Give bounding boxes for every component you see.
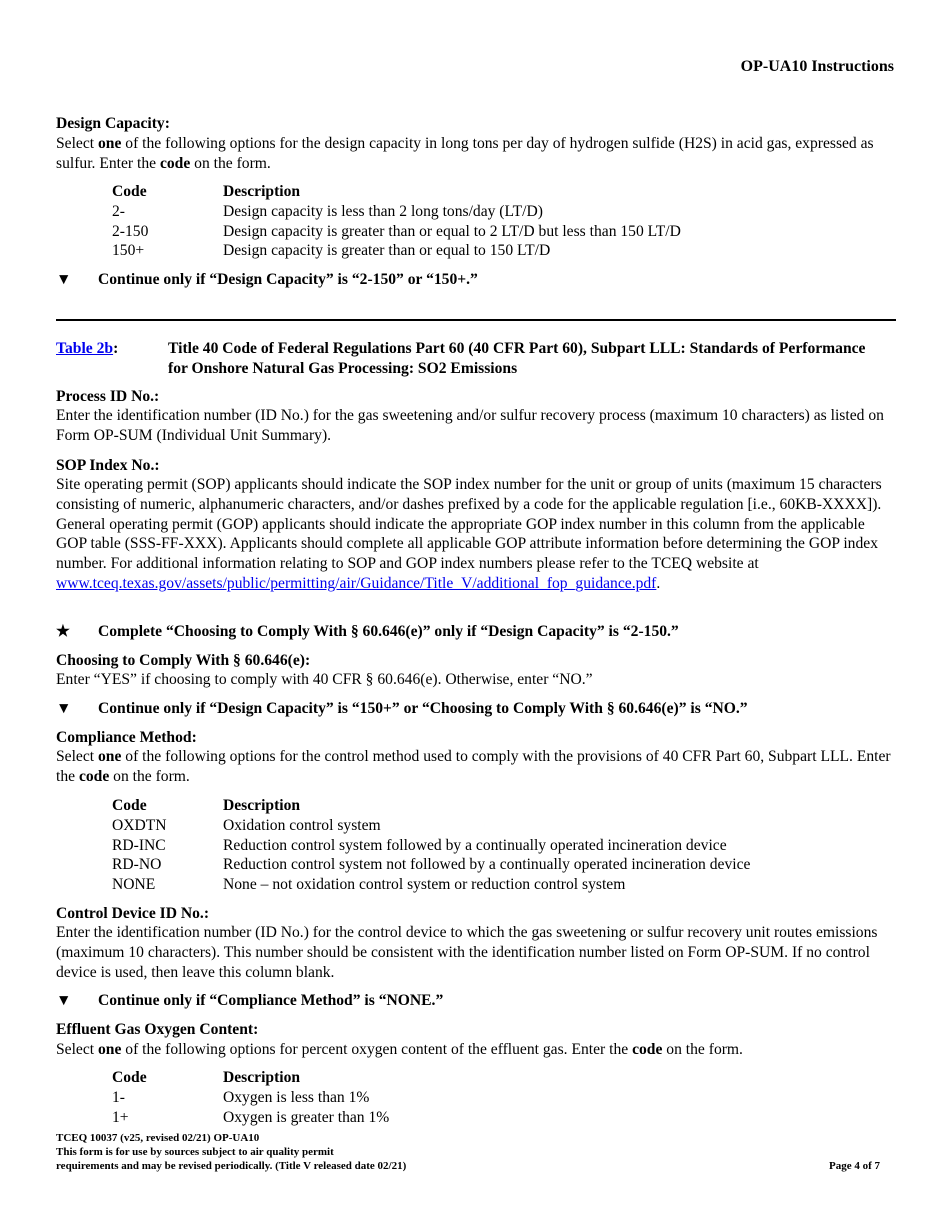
design-capacity-heading: Design Capacity: <box>56 115 170 132</box>
description-cell: None – not oxidation control system or reduction control system <box>223 876 626 894</box>
footer-revision-line: requirements and may be revised periodically. (Title V released date 02/21) <box>56 1160 407 1172</box>
code-cell: NONE <box>112 876 156 894</box>
table-row <box>112 202 681 222</box>
page-number: Page 4 of 7 <box>828 1160 880 1172</box>
process-id-heading: Process ID No.: <box>56 388 160 405</box>
effluent-oxygen-heading: Effluent Gas Oxygen Content: <box>56 1021 259 1038</box>
description-cell: Design capacity is greater than or equal to 2 LT/D but less than 150 LT/D <box>223 222 681 240</box>
table-row <box>112 855 750 875</box>
code-cell: 1- <box>112 1088 125 1106</box>
effluent-oxygen-code-table <box>112 1068 389 1127</box>
description-cell: Reduction control system not followed by a continually operated incineration device <box>223 856 751 874</box>
description-cell: Oxygen is greater than 1% <box>223 1108 390 1126</box>
section-divider <box>56 319 896 321</box>
description-column-header: Description <box>223 797 301 814</box>
table-row <box>112 1088 389 1108</box>
table-row <box>112 875 750 895</box>
table-row <box>112 816 750 836</box>
design-capacity-instructions: Select one of the following options for the design capacity in long tons per day of hydrogen sulfide (H2S) in acid gas, expressed as sulfur. Enter the code on the form. <box>56 135 874 172</box>
process-id-text: Enter the identification number (ID No.) for the gas sweetening and/or sulfur recovery process (maximum 10 characters) as listed on Form OP-SUM (Individual Unit Summary). <box>56 407 884 444</box>
down-triangle-icon: ▼ <box>56 271 72 288</box>
code-cell: 1+ <box>112 1108 129 1126</box>
code-column-header: Code <box>112 797 147 814</box>
control-device-text: Enter the identification number (ID No.) for the control device to which the gas sweetening or sulfur recovery unit routes emissions (maximum 10 characters). This number should be consistent with the identification number listed on Form OP-SUM. If no control device is used, then leave this column blank. <box>56 924 878 981</box>
code-cell: OXDTN <box>112 816 167 834</box>
down-triangle-icon: ▼ <box>56 992 72 1009</box>
tceq-guidance-link[interactable]: www.tceq.texas.gov/assets/public/permitting/air/Guidance/Title_V/additional_fop_guidance.pdf <box>56 574 657 592</box>
choosing-to-comply-heading: Choosing to Comply With § 60.646(e): <box>56 652 311 669</box>
compliance-method-instructions: Select one of the following options for the control method used to comply with the provisions of 40 CFR Part 60, Subpart LLL. Enter the code on the form. <box>56 748 891 785</box>
table-row <box>112 1108 389 1128</box>
table-2b-link[interactable]: Table 2b <box>56 340 114 357</box>
code-cell: RD-NO <box>112 856 162 874</box>
compliance-method-heading: Compliance Method: <box>56 729 197 746</box>
continue-note-choosing: ▼ Continue only if “Design Capacity” is “150+” or “Choosing to Comply With § 60.646(e)” is “NO.” <box>56 700 748 717</box>
description-cell: Design capacity is less than 2 long tons/day (LT/D) <box>223 202 543 220</box>
complete-note-choosing: ★ Complete “Choosing to Comply With § 60.646(e)” only if “Design Capacity” is “2-150.” <box>56 623 679 640</box>
code-cell: 150+ <box>112 242 145 260</box>
table-row <box>112 836 750 856</box>
description-column-header: Description <box>223 183 301 200</box>
effluent-oxygen-instructions: Select one of the following options for percent oxygen content of the effluent gas. Enter the code on the form. <box>56 1041 743 1058</box>
table-2b-title: Title 40 Code of Federal Regulations Part 60 (40 CFR Part 60), Subpart LLL: Standards of Performance for Onshore Natural Gas Processing: SO2 Emissions <box>168 340 866 377</box>
description-cell: Oxygen is less than 1% <box>223 1088 370 1106</box>
description-cell: Reduction control system followed by a continually operated incineration device <box>223 836 727 854</box>
code-cell: RD-INC <box>112 836 166 854</box>
continue-note-design-capacity: ▼ Continue only if “Design Capacity” is “2-150” or “150+.” <box>56 271 478 288</box>
table-row <box>112 222 681 242</box>
code-column-header: Code <box>112 183 147 200</box>
control-device-heading: Control Device ID No.: <box>56 905 210 922</box>
code-cell: 2- <box>112 202 125 220</box>
footer-usage-line: This form is for use by sources subject to air quality permit <box>56 1146 334 1158</box>
design-capacity-code-table <box>112 182 681 261</box>
star-icon: ★ <box>56 623 70 640</box>
table-row <box>112 241 681 261</box>
choosing-to-comply-text: Enter “YES” if choosing to comply with 40 CFR § 60.646(e). Otherwise, enter “NO.” <box>56 671 593 688</box>
sop-index-text: Site operating permit (SOP) applicants should indicate the SOP index number for the unit or group of units (maximum 15 characters consisting of numeric, alphanumeric characters, and/or dashes prefixed by a code for the applicable regulation [i.e., 60KB-XXXX]). General operating permit (GOP) applicants should indicate the appropriate GOP index number in this column from the applicable GOP table (SSS-FF-XXX). Applicants should complete all applicable GOP attribute information before determining the GOP index number. For additional information relating to SOP and GOP index numbers please refer to the TCEQ website at www.tceq.texas.gov/assets/public/permitting/air/Guidance/Title_V/additional_fop_guidance.pdf. <box>56 476 882 592</box>
description-cell: Oxidation control system <box>223 816 381 834</box>
code-column-header: Code <box>112 1069 147 1086</box>
compliance-method-code-table <box>112 796 750 895</box>
sop-index-heading: SOP Index No.: <box>56 457 160 474</box>
page-header-title: OP-UA10 Instructions <box>740 58 894 75</box>
down-triangle-icon: ▼ <box>56 700 72 717</box>
table-2b-label: Table 2b: <box>56 340 119 357</box>
continue-note-compliance: ▼ Continue only if “Compliance Method” is “NONE.” <box>56 992 444 1009</box>
code-cell: 2-150 <box>112 222 149 240</box>
footer-form-id: TCEQ 10037 (v25, revised 02/21) OP-UA10 <box>56 1132 260 1144</box>
page-footer <box>56 1131 896 1173</box>
description-column-header: Description <box>223 1069 301 1086</box>
description-cell: Design capacity is greater than or equal to 150 LT/D <box>223 242 551 260</box>
